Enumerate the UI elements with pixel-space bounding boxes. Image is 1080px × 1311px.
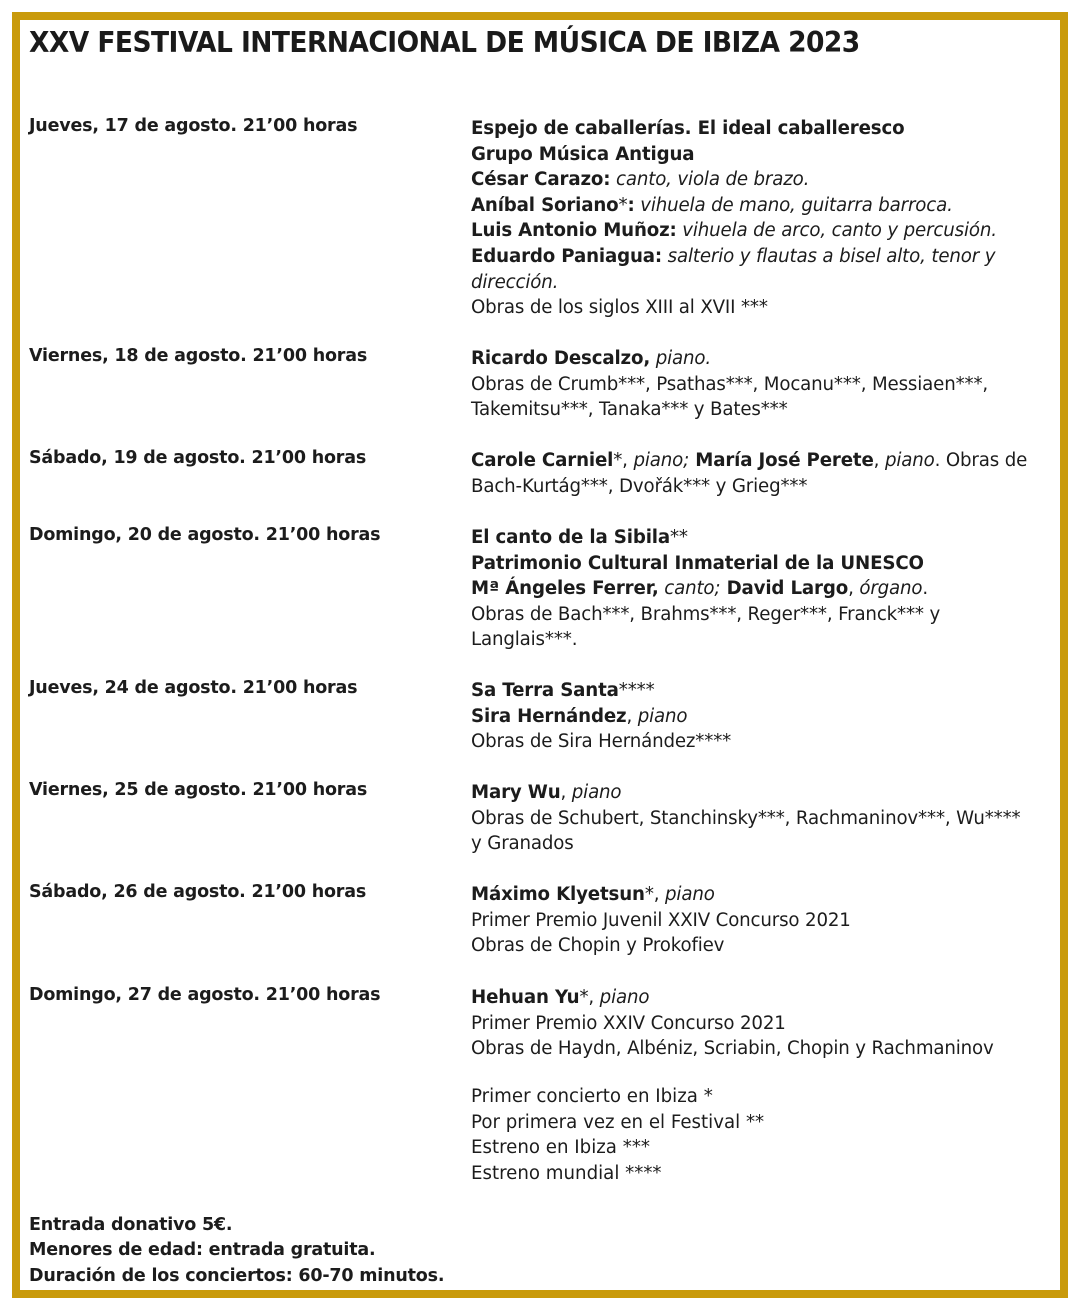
program-title: Sa Terra Santa**** bbox=[471, 680, 655, 701]
performer: Aníbal Soriano*: vihuela de mano, guitarra barroca. bbox=[471, 194, 953, 216]
concert-details bbox=[471, 116, 1056, 321]
performers: Mª Ángeles Ferrer, canto; David Largo, órgano. bbox=[471, 578, 929, 600]
program-works: Obras de Bach***, Brahms***, Reger***, Franck*** y bbox=[471, 603, 941, 625]
program-works: Takemitsu***, Tanaka*** y Bates*** bbox=[471, 399, 788, 421]
concert-details bbox=[471, 525, 1056, 653]
program-works: Langlais***. bbox=[471, 629, 578, 651]
program-subtitle: Patrimonio Cultural Inmaterial de la UNESCO bbox=[471, 552, 924, 574]
award: Primer Premio XXIV Concurso 2021 bbox=[471, 1012, 786, 1034]
program-title: El canto de la Sibila** bbox=[471, 527, 688, 548]
program-works: Obras de Crumb***, Psathas***, Mocanu***, Messiaen***, bbox=[471, 373, 989, 395]
program-works: Obras de Schubert, Stanchinsky***, Rachmaninov***, Wu**** bbox=[471, 807, 1021, 829]
concert-date: Domingo, 27 de agosto. 21’00 horas bbox=[29, 985, 381, 1005]
performer: Sira Hernández, piano bbox=[471, 705, 688, 727]
footer-note: Duración de los conciertos: 60-70 minutos. bbox=[29, 1265, 445, 1286]
concert-details bbox=[471, 985, 1056, 1062]
performer: Mary Wu, piano bbox=[471, 782, 622, 803]
concert-details bbox=[471, 882, 1056, 959]
performer-role-continued: dirección. bbox=[471, 271, 559, 293]
concert-details bbox=[471, 448, 1056, 499]
performer: Ricardo Descalzo, piano. bbox=[471, 348, 712, 369]
program-works: Obras de los siglos XIII al XVII *** bbox=[471, 297, 768, 319]
concert-details bbox=[471, 678, 1056, 755]
legend-item: Estreno mundial **** bbox=[471, 1162, 662, 1184]
concert-date: Viernes, 18 de agosto. 21’00 horas bbox=[29, 346, 368, 366]
legend-item: Primer concierto en Ibiza * bbox=[471, 1086, 713, 1107]
concert-date: Sábado, 26 de agosto. 21’00 horas bbox=[29, 882, 367, 902]
program-works: Bach-Kurtág***, Dvořák*** y Grieg*** bbox=[471, 475, 808, 497]
legend-item: Estreno en Ibiza *** bbox=[471, 1137, 651, 1159]
performer: Máximo Klyetsun*, piano bbox=[471, 884, 715, 905]
program-works: Obras de Sira Hernández**** bbox=[471, 731, 732, 753]
program-works: Obras de Haydn, Albéniz, Scriabin, Chopin y Rachmaninov bbox=[471, 1038, 994, 1060]
ensemble-name: Grupo Música Antigua bbox=[471, 143, 695, 165]
concert-date: Domingo, 20 de agosto. 21’00 horas bbox=[29, 525, 381, 545]
concert-details bbox=[471, 346, 1056, 423]
concert-date: Sábado, 19 de agosto. 21’00 horas bbox=[29, 448, 367, 468]
concert-date: Jueves, 17 de agosto. 21’00 horas bbox=[29, 116, 358, 136]
legend-item: Por primera vez en el Festival ** bbox=[471, 1111, 765, 1133]
performers: Carole Carniel*, piano; María José Perete, piano. Obras de bbox=[471, 450, 1028, 471]
concert-date: Viernes, 25 de agosto. 21’00 horas bbox=[29, 780, 368, 800]
program-works: y Granados bbox=[471, 833, 574, 855]
footer-note: Menores de edad: entrada gratuita. bbox=[29, 1240, 376, 1261]
footer-note: Entrada donativo 5€. bbox=[29, 1215, 233, 1235]
performer: Hehuan Yu*, piano bbox=[471, 987, 650, 1008]
asterisk-legend bbox=[471, 1084, 764, 1186]
performer: Eduardo Paniagua: salterio y flautas a bisel alto, tenor y bbox=[471, 245, 996, 267]
program-works: Obras de Chopin y Prokofiev bbox=[471, 935, 725, 957]
performer: César Carazo: canto, viola de brazo. bbox=[471, 169, 810, 191]
award: Primer Premio Juvenil XXIV Concurso 2021 bbox=[471, 909, 851, 931]
footer-notes bbox=[29, 1213, 444, 1289]
performer: Luis Antonio Muñoz: vihuela de arco, canto y percusión. bbox=[471, 220, 997, 242]
concert-date: Jueves, 24 de agosto. 21’00 horas bbox=[29, 678, 358, 698]
program-title: Espejo de caballerías. El ideal caballeresco bbox=[471, 118, 905, 139]
page-title: XXV FESTIVAL INTERNACIONAL DE MÚSICA DE IBIZA 2023 bbox=[29, 26, 860, 59]
concert-details bbox=[471, 780, 1056, 857]
